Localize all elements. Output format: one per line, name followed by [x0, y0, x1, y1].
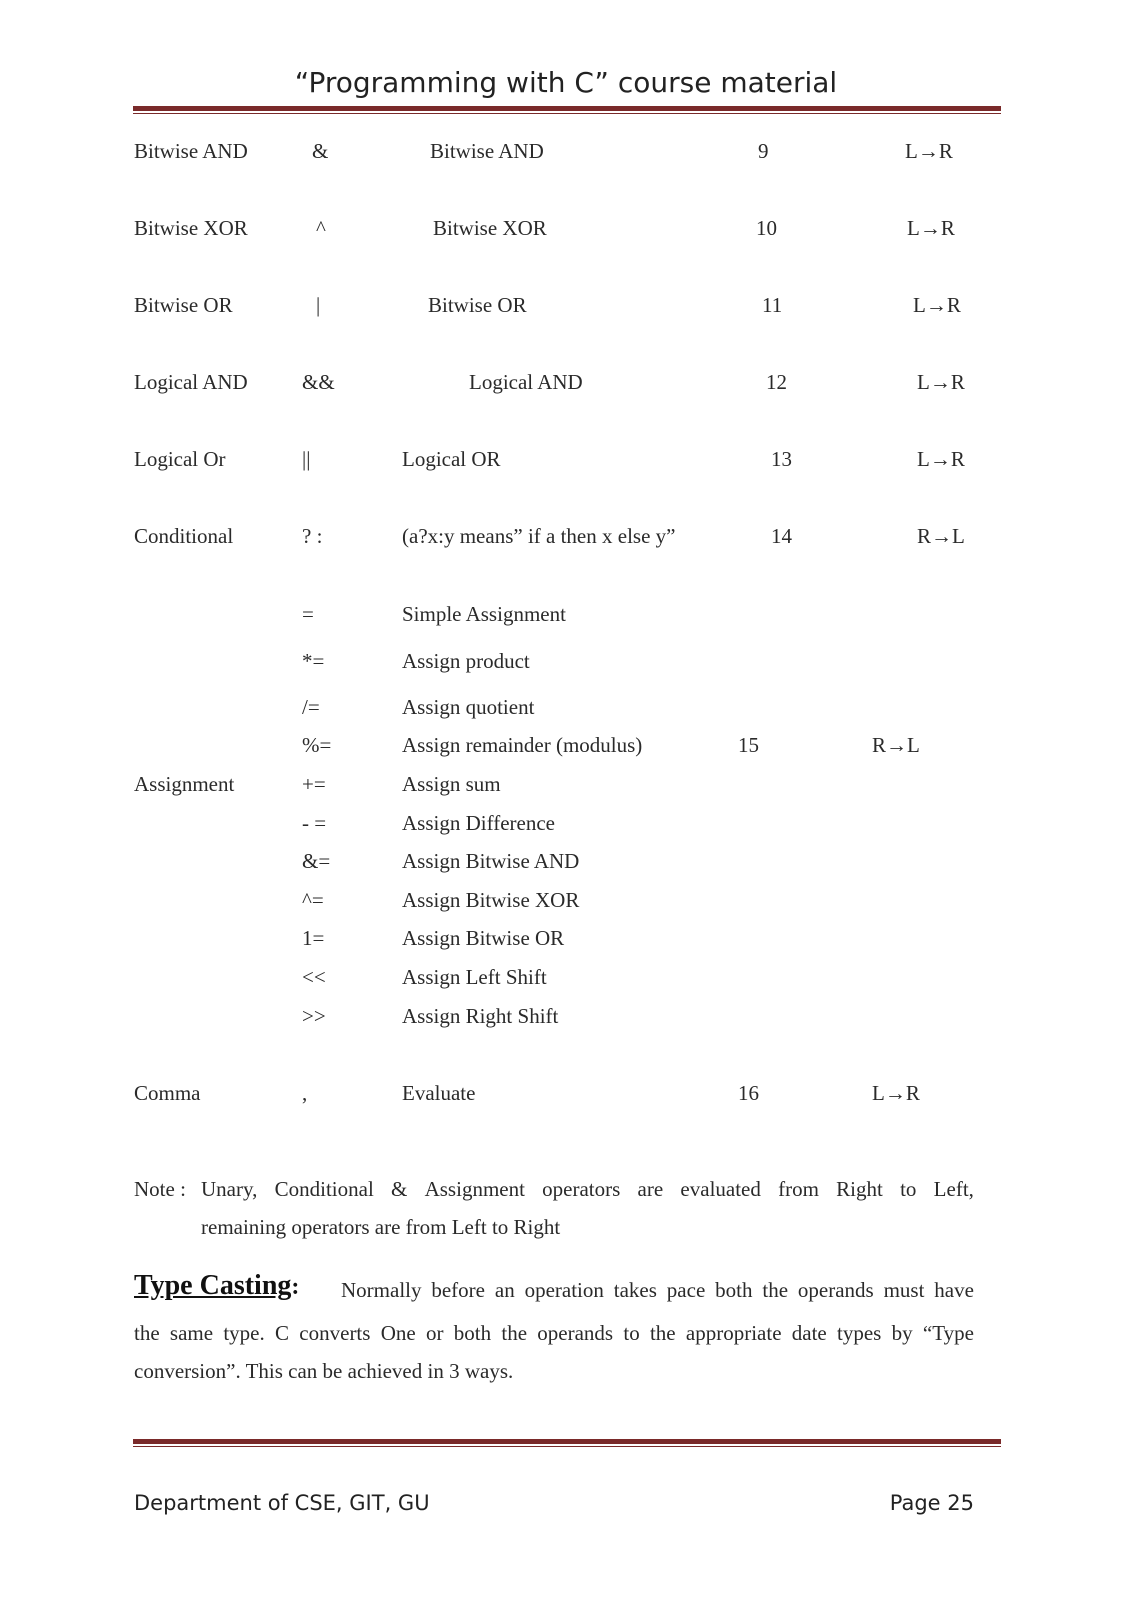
note-word: are: [637, 1177, 664, 1201]
tc-word: operands: [797, 1278, 874, 1302]
note-word: Left,: [933, 1177, 974, 1201]
tc-word: pace: [666, 1278, 706, 1302]
assign-description: Assign Left Shift: [402, 965, 547, 989]
header-rule: [133, 106, 1001, 114]
row-description: Evaluate: [402, 1081, 476, 1105]
row-operator: ? :: [302, 524, 323, 548]
assign-operator: &=: [302, 849, 331, 873]
row-category: Logical Or: [134, 447, 226, 471]
row-category: Bitwise OR: [134, 293, 233, 317]
tc-word: have: [934, 1278, 974, 1302]
row-operator: ^: [316, 216, 326, 240]
assign-description: Assign sum: [402, 772, 501, 796]
tc-word: or: [425, 1321, 444, 1345]
row-description: (a?x:y means” if a then x else y”: [402, 524, 676, 548]
assign-operator: >>: [302, 1004, 326, 1028]
tc-word: to: [623, 1321, 640, 1345]
note-word: evaluated: [680, 1177, 761, 1201]
footer-rule: [133, 1439, 1001, 1447]
tc-word: takes: [613, 1278, 657, 1302]
row-associativity: L→R: [917, 370, 965, 394]
note-word: &: [391, 1177, 408, 1201]
type-casting-heading: Type Casting: [134, 1270, 292, 1301]
assign-description: Assign Bitwise XOR: [402, 888, 580, 912]
note-line-1: [201, 1177, 974, 1202]
assign-operator: <<: [302, 965, 326, 989]
tc-word: operation: [524, 1278, 604, 1302]
assign-description: Assign Difference: [402, 811, 555, 835]
row-category: Conditional: [134, 524, 234, 548]
note-word: Conditional: [274, 1177, 374, 1201]
assign-operator: =: [302, 602, 314, 626]
row-precedence: 12: [766, 370, 787, 394]
tc-word: both: [453, 1321, 492, 1345]
assign-description: Assign Right Shift: [402, 1004, 559, 1028]
footer-department: Department of CSE, GIT, GU: [134, 1491, 430, 1515]
tc-word: the: [134, 1321, 160, 1345]
note-word: Right: [836, 1177, 883, 1201]
assign-operator: *=: [302, 649, 325, 673]
row-operator: ||: [302, 447, 311, 471]
row-description: Logical AND: [469, 370, 583, 394]
assign-operator: %=: [302, 733, 332, 757]
row-associativity: L→R: [913, 293, 961, 317]
assignment-associativity: R→L: [872, 733, 920, 757]
row-precedence: 9: [758, 139, 769, 163]
tc-word: “Type: [922, 1321, 974, 1345]
row-category: Comma: [134, 1081, 201, 1105]
assignment-category: Assignment: [134, 772, 235, 796]
row-category: Bitwise AND: [134, 139, 248, 163]
tc-word: Normally: [341, 1278, 422, 1302]
assign-description: Simple Assignment: [402, 602, 566, 626]
tc-word: converts: [299, 1321, 371, 1345]
row-operator: |: [316, 293, 321, 317]
row-precedence: 10: [756, 216, 777, 240]
row-precedence: 14: [771, 524, 792, 548]
row-operator: ,: [302, 1081, 308, 1105]
tc-word: C: [275, 1321, 290, 1345]
tc-word: the: [762, 1278, 789, 1302]
note-word: from: [778, 1177, 819, 1201]
row-operator: &: [312, 139, 329, 163]
assignment-precedence: 15: [738, 733, 759, 757]
tc-word: an: [494, 1278, 515, 1302]
type-casting-heading-wrap: [134, 1270, 299, 1302]
note-word: Unary,: [201, 1177, 258, 1201]
type-casting-line-3: conversion”. This can be achieved in 3 ways.: [134, 1359, 514, 1383]
assign-description: Assign product: [402, 649, 530, 673]
row-associativity: L→R: [905, 139, 953, 163]
note-label: Note :: [134, 1177, 186, 1201]
assign-description: Assign quotient: [402, 695, 535, 719]
tc-word: appropriate: [685, 1321, 782, 1345]
row-category: Logical AND: [134, 370, 248, 394]
row-description: Bitwise AND: [430, 139, 544, 163]
tc-word: by: [891, 1321, 913, 1345]
footer-page-number: Page 25: [889, 1491, 974, 1515]
tc-word: types: [837, 1321, 882, 1345]
note-word: Assignment: [424, 1177, 525, 1201]
row-description: Logical OR: [402, 447, 501, 471]
tc-word: One: [380, 1321, 416, 1345]
row-precedence: 11: [762, 293, 783, 317]
row-associativity: L→R: [872, 1081, 920, 1105]
row-associativity: L→R: [917, 447, 965, 471]
tc-word: the: [649, 1321, 676, 1345]
assign-operator: ^=: [302, 888, 324, 912]
tc-word: the: [501, 1321, 528, 1345]
assign-description: Assign remainder (modulus): [402, 733, 643, 757]
row-associativity: R→L: [917, 524, 965, 548]
assign-description: Assign Bitwise AND: [402, 849, 580, 873]
assign-operator: 1=: [302, 926, 325, 950]
row-category: Bitwise XOR: [134, 216, 248, 240]
assign-operator: /=: [302, 695, 320, 719]
note-word: operators: [542, 1177, 621, 1201]
row-description: Bitwise OR: [428, 293, 527, 317]
tc-word: type.: [223, 1321, 265, 1345]
row-description: Bitwise XOR: [433, 216, 547, 240]
tc-word: both: [715, 1278, 753, 1302]
type-casting-line-2: [134, 1321, 974, 1346]
row-precedence: 16: [738, 1081, 759, 1105]
type-casting-line-1: [341, 1278, 974, 1303]
tc-word: must: [883, 1278, 925, 1302]
row-operator: &&: [302, 370, 335, 394]
tc-word: same: [169, 1321, 214, 1345]
row-precedence: 13: [771, 447, 792, 471]
tc-word: date: [791, 1321, 827, 1345]
page-header-title: “Programming with C” course material: [294, 66, 838, 99]
note-line-2: remaining operators are from Left to Right: [201, 1215, 561, 1239]
row-associativity: L→R: [907, 216, 955, 240]
type-casting-colon: :: [291, 1274, 300, 1300]
assign-operator: - =: [302, 811, 327, 835]
tc-word: operands: [537, 1321, 614, 1345]
note-word: to: [900, 1177, 917, 1201]
tc-word: before: [431, 1278, 485, 1302]
assign-description: Assign Bitwise OR: [402, 926, 565, 950]
assign-operator: +=: [302, 772, 326, 796]
